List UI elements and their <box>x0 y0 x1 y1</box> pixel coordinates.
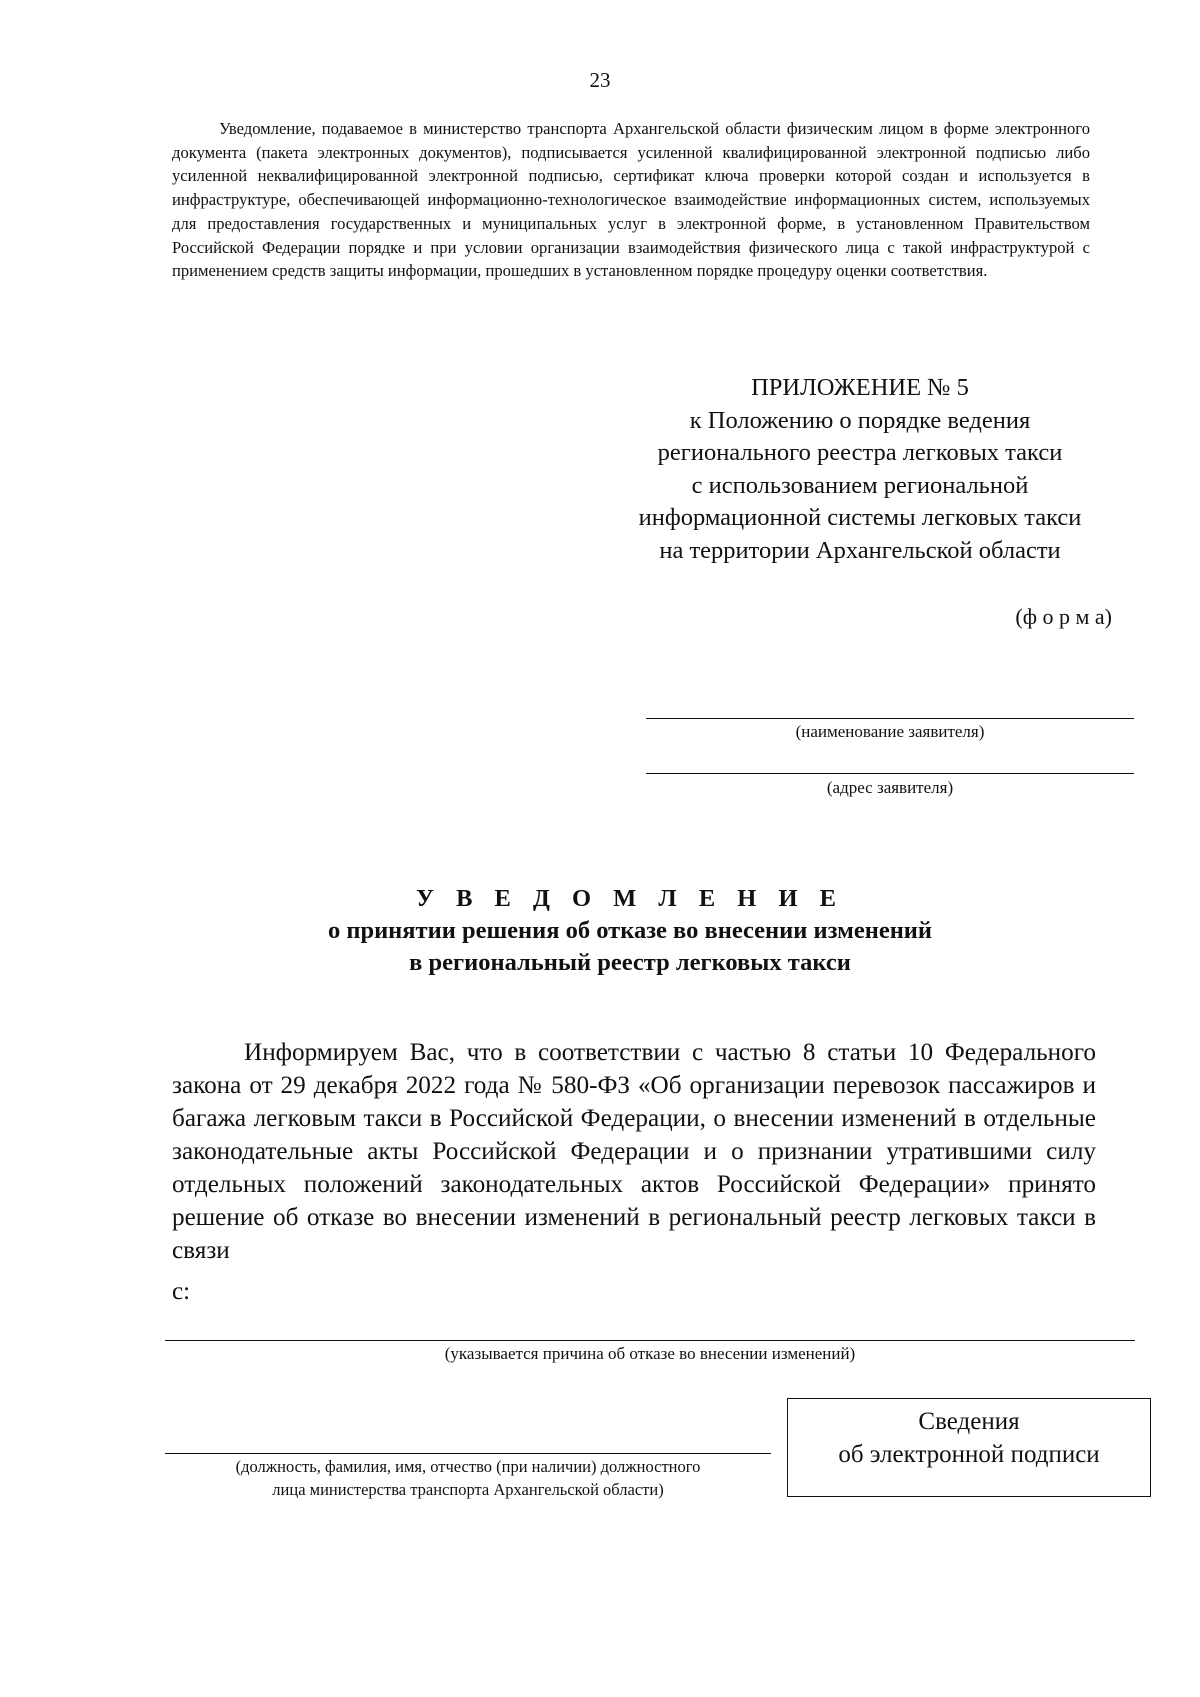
signature-line <box>165 1453 771 1454</box>
appendix-line: к Положению о порядке ведения <box>689 406 1031 434</box>
appendix-title: ПРИЛОЖЕНИЕ № 5 <box>751 374 969 401</box>
applicant-name-line <box>646 718 1134 719</box>
body-paragraph: Информируем Вас, что в соответствии с частью 8 статьи 10 Федерального закона от 29 декабря 2022 года № 580-ФЗ «Об организации перевозок пассажиров и багажа легковым такси в Российской Федерации, о внесении изменений в отдельные законодательные акты Российской Федерации и о признании утратившими силу отдельных положений законодательных актов Российской Федерации» принято решение об отказе во внесении изменений в региональный реестр легковых такси в связи <box>172 1039 1096 1264</box>
esig-line: об электронной подписи <box>838 1441 1100 1468</box>
appendix-line: с использованием региональной <box>691 471 1029 499</box>
applicant-name-caption: (наименование заявителя) <box>795 722 985 741</box>
applicant-address-line <box>646 773 1134 774</box>
intro-paragraph-block <box>172 117 1090 283</box>
notice-subtitle-line: в региональный реестр легковых такси <box>409 949 851 976</box>
esig-line: Сведения <box>918 1408 1020 1435</box>
appendix-block <box>590 372 1130 567</box>
reason-prefix: с: <box>172 1278 191 1305</box>
signature-caption <box>165 1455 771 1501</box>
appendix-line: регионального реестра легковых такси <box>657 439 1063 466</box>
reason-line <box>165 1340 1135 1341</box>
intro-paragraph: Уведомление, подаваемое в министерство транспорта Архангельской области физическим лицом в форме электронного документа (пакета электронных документов), подписывается усиленной квалифицированной электронной подписью либо усиленной неквалифицированной электронной подписью, сертификат ключа проверки которой создан и используется в инфраструктуре, обеспечивающей информационно-технологическое взаимодействие информационных систем, используемых для предоставления государственных и муниципальных услуг в электронной форме, в установленном Правительством Российской Федерации порядке и при условии организации взаимодействия физического лица с такой инфраструктурой с применением средств защиты информации, прошедших в установленном порядке процедуру оценки соответствия. <box>172 119 1090 281</box>
signature-caption-line: лица министерства транспорта Архангельской области) <box>272 1480 664 1499</box>
body-paragraph-block <box>172 1036 1096 1267</box>
notice-heading <box>0 883 1200 979</box>
reason-caption: (указывается причина об отказе во внесении изменений) <box>444 1344 856 1363</box>
applicant-address-caption: (адрес заявителя) <box>826 778 954 797</box>
form-mark: (ф о р м а) <box>1015 604 1112 629</box>
electronic-signature-box <box>787 1398 1151 1497</box>
notice-subtitle-line: о принятии решения об отказе во внесении изменений <box>327 917 933 944</box>
signature-caption-line: (должность, фамилия, имя, отчество (при наличии) должностного <box>235 1457 701 1476</box>
appendix-line: на территории Архангельской области <box>659 536 1061 564</box>
page-number: 23 <box>589 68 611 92</box>
notice-title: У В Е Д О М Л Е Н И Е <box>415 885 844 912</box>
appendix-line: информационной системы легковых такси <box>638 504 1082 531</box>
